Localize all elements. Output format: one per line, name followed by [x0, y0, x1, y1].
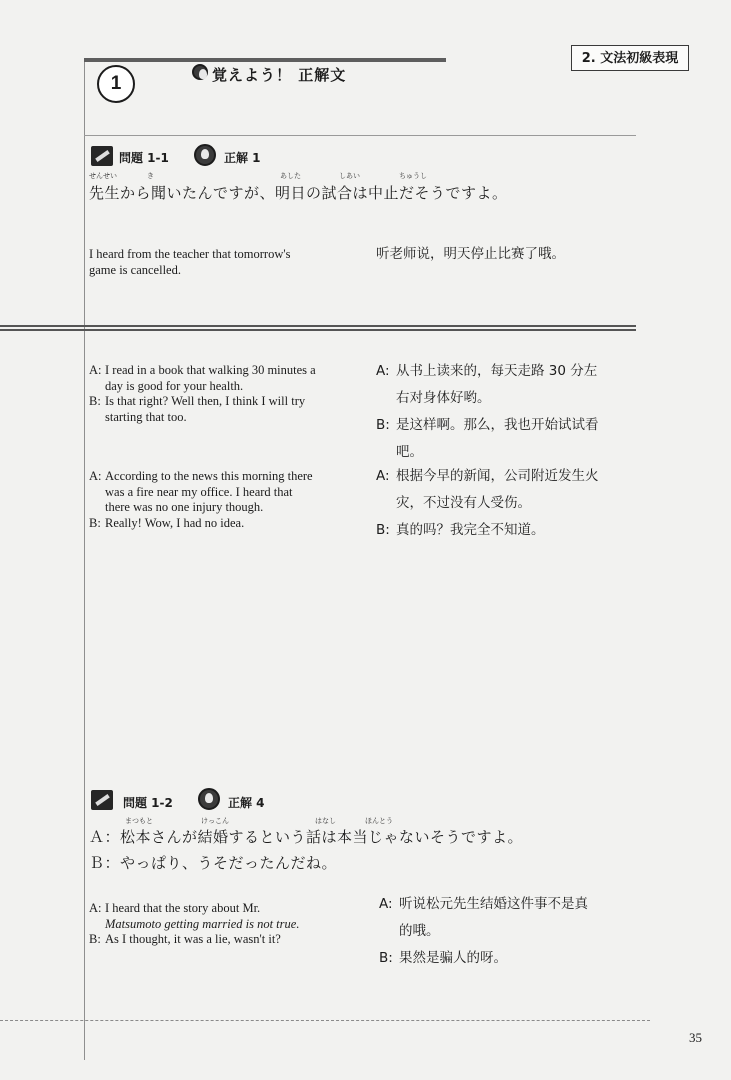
- text-line: As I thought, it was a lie, wasn't it?: [105, 932, 281, 946]
- text-line: 听说松元先生结婚这件事不是真: [399, 896, 588, 912]
- answer-label: 正解 1: [224, 151, 261, 165]
- speaker-label: A:: [89, 901, 102, 915]
- japanese-line-a: Ａ：松本さんが結婚するという話は本当じゃないそうですよ。: [89, 828, 524, 846]
- dialogue-line: [89, 901, 359, 932]
- pencil-icon: [91, 146, 113, 166]
- japanese-sentence: 先生から聞いたんですが、明日の試合は中止だそうですよ。: [89, 184, 508, 202]
- problem-label: 問題 1-2: [123, 796, 173, 810]
- text-line: I heard that the story about Mr.: [105, 901, 261, 915]
- left-margin-rule: [84, 60, 85, 1060]
- text-line: there was no one injury though.: [105, 500, 264, 514]
- text-line: 根据今早的新闻，公司附近发生火: [396, 468, 599, 484]
- speaker-label: B:: [89, 515, 101, 530]
- dialogue-line: [379, 945, 649, 972]
- dialogue-line: [376, 463, 646, 517]
- text-line: Really! Wow, I had no idea.: [105, 515, 245, 530]
- speaker-label: A:: [376, 363, 390, 379]
- speaker-label: B:: [379, 950, 393, 966]
- speaker-label: B:: [89, 932, 101, 946]
- page-bottom-dashed-rule: [0, 1020, 650, 1021]
- chapter-title: 2. 文法初級表現: [571, 45, 689, 71]
- furigana: せんせい: [89, 172, 117, 180]
- text-line: 右对身体好哟。: [396, 390, 491, 406]
- text-line: 是这样啊。那么，我也开始试试看: [396, 417, 599, 433]
- dialogue-line: [89, 394, 359, 425]
- chinese-translation: 听老师说，明天停止比赛了哦。: [376, 246, 565, 262]
- text-line: Is that right? Well then, I think I will try: [105, 394, 306, 408]
- text-line: was a fire near my office. I heard that: [105, 484, 293, 499]
- text-line: 吧。: [396, 444, 423, 460]
- chinese-dialogue: [376, 358, 646, 466]
- text-line: 真的吗？我完全不知道。: [396, 522, 545, 538]
- english-dialogue: [89, 363, 359, 425]
- text-line: game is cancelled.: [89, 262, 181, 277]
- chinese-dialogue: [376, 463, 646, 544]
- text-line: 的哦。: [399, 923, 440, 939]
- furigana: まつもと: [125, 817, 153, 825]
- dialogue-line: [89, 363, 359, 394]
- dialogue-line: [376, 358, 646, 412]
- furigana: けっこん: [201, 817, 229, 825]
- chinese-dialogue: [379, 891, 649, 972]
- text-line: 果然是骗人的呀。: [399, 950, 507, 966]
- double-divider: [0, 325, 636, 331]
- speaker-label: B:: [376, 522, 390, 538]
- speaker-label: A:: [379, 896, 393, 912]
- text-line: Matsumoto getting married is not true.: [105, 916, 300, 931]
- text-line: day is good for your health.: [105, 378, 244, 393]
- dialogue-line: [89, 932, 359, 948]
- lightbulb-icon: [194, 144, 216, 166]
- furigana: あした: [280, 172, 301, 180]
- speaker-label: B:: [89, 394, 101, 408]
- lightbulb-icon: [192, 64, 208, 80]
- section-title: 覚えよう！ 正解文: [212, 66, 347, 84]
- furigana: き: [147, 172, 154, 180]
- speaker-label: A:: [376, 468, 390, 484]
- furigana: ちゅうし: [399, 172, 427, 180]
- dialogue-line: [376, 517, 646, 544]
- text-line: I heard from the teacher that tomorrow's: [89, 247, 291, 261]
- lightbulb-icon: [198, 788, 220, 810]
- dialogue-line: [89, 469, 359, 516]
- dialogue-line: [379, 891, 649, 945]
- speaker-label: A:: [89, 469, 102, 483]
- japanese-line-b: Ｂ：やっぱり、うそだったんだね。: [89, 854, 338, 872]
- furigana: はなし: [315, 817, 336, 825]
- speaker-label: B:: [376, 417, 390, 433]
- dialogue-line: [376, 412, 646, 466]
- answer-label: 正解 4: [228, 796, 265, 810]
- page-number: 35: [689, 1030, 702, 1045]
- section-number: 1: [97, 65, 135, 103]
- text-line: starting that too.: [105, 409, 187, 424]
- pencil-icon: [91, 790, 113, 810]
- text-line: 灾，不过没有人受伤。: [396, 495, 531, 511]
- text-line: According to the news this morning there: [105, 469, 313, 483]
- english-translation: [89, 247, 359, 278]
- text-line: 从书上读来的，每天走路 30 分左: [396, 363, 598, 379]
- divider: [84, 135, 636, 136]
- problem-label: 問題 1-1: [119, 151, 169, 165]
- dialogue-line: [89, 516, 359, 532]
- speaker-label: A:: [89, 363, 102, 377]
- english-dialogue: [89, 469, 359, 531]
- english-dialogue: [89, 901, 359, 948]
- text-line: I read in a book that walking 30 minutes a: [105, 363, 316, 377]
- furigana: ほんとう: [365, 817, 393, 825]
- furigana: しあい: [339, 172, 360, 180]
